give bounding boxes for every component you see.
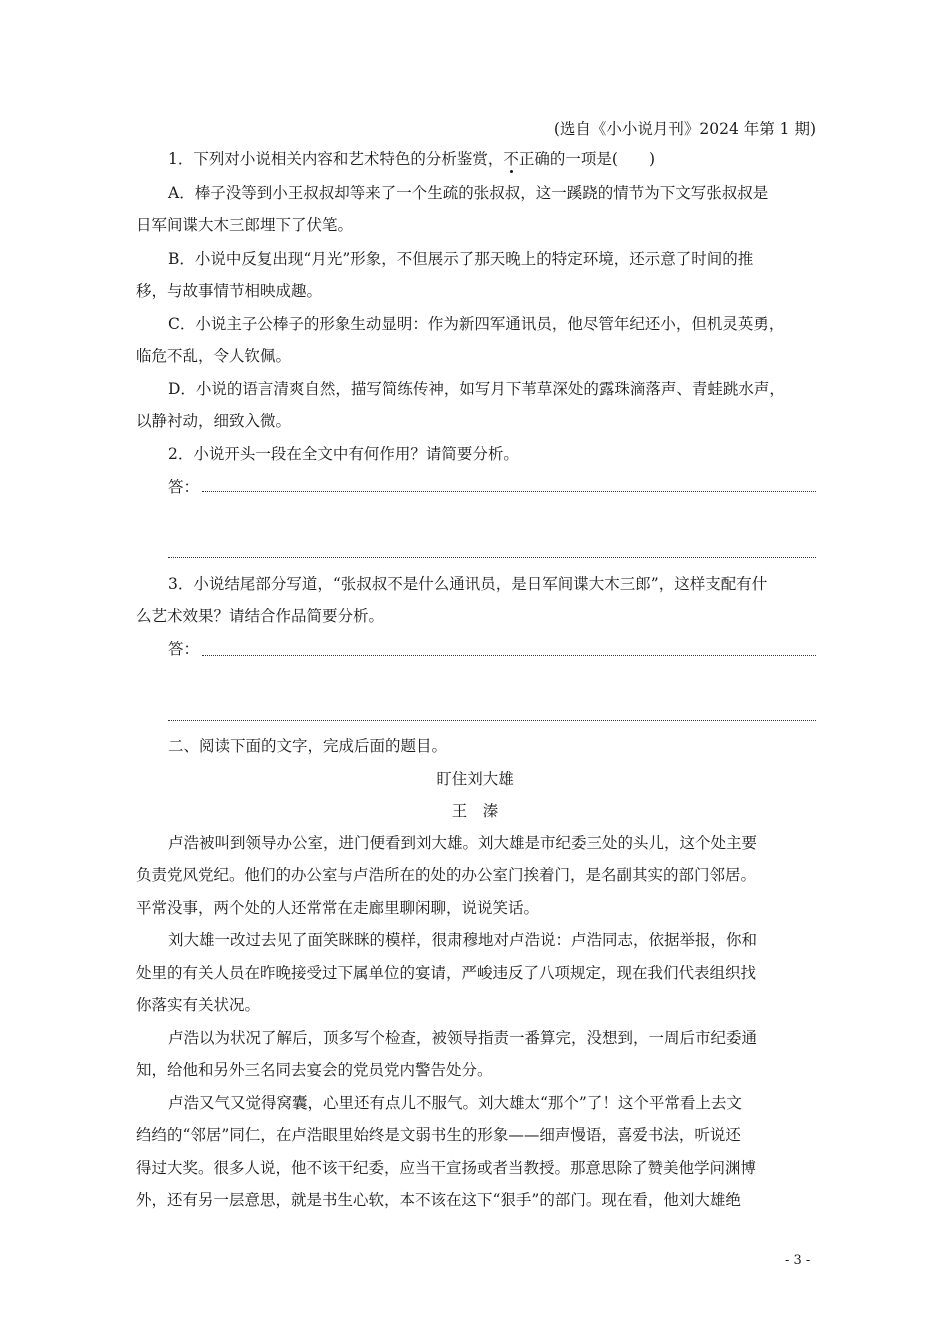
body-line: 平常没事，两个处的人还常常在走廊里聊闲聊，说说笑话。 <box>136 899 540 917</box>
body-line: 你落实有关状况。 <box>136 996 261 1014</box>
body-line: 刘大雄一改过去见了面笑眯眯的模样，很肃穆地对卢浩说：卢浩同志，依据举报，你和 <box>168 931 758 949</box>
body-line: 卢浩以为状况了解后，顶多写个检查，被领导指责一番算完，没想到，一周后市纪委通 <box>168 1029 758 1047</box>
answer-label: 答： <box>168 640 200 658</box>
answer-dotted-line <box>168 720 816 721</box>
body-line: 处里的有关人员在昨晚接受过下属单位的宴请，严峻违反了八项规定，现在我们代表组织找 <box>136 964 757 982</box>
question-2-answer-area[interactable] <box>168 476 816 498</box>
question-1-stem-before: 1．下列对小说相关内容和艺术特色的分析鉴赏， <box>168 150 504 168</box>
question-3-answer-area[interactable] <box>168 638 816 660</box>
option-d-line-2: 以静衬动，细致入微。 <box>136 412 292 430</box>
source-citation: (选自《小小说月刊》2024 年第 1 期) <box>553 120 816 138</box>
body-line: 卢浩又气又觉得窝囊，心里还有点儿不服气。刘大雄太“那个”了！这个平常看上去文 <box>168 1094 742 1112</box>
question-3-stem-line-2: 么艺术效果？请结合作品简要分析。 <box>136 607 385 625</box>
body-line: 外，还有另一层意思，就是书生心软，本不该在这下“狠手”的部门。现在看，他刘大雄绝 <box>136 1191 741 1209</box>
body-line: 得过大奖。很多人说，他不该干纪委，应当干宣扬或者当教授。那意思除了赞美他学问渊博 <box>136 1159 757 1177</box>
section-2-heading: 二、阅读下面的文字，完成后面的题目。 <box>168 737 448 755</box>
answer-dotted-line <box>202 655 816 656</box>
option-b-line-2: 移，与故事情节相映成趣。 <box>136 282 323 300</box>
body-line: 知，给他和另外三名同去宴会的党员党内警告处分。 <box>136 1061 493 1079</box>
emphasis-mark: 不 <box>503 150 519 168</box>
question-1-stem <box>168 148 816 170</box>
body-line: 绉绉的“邻居”同仁，在卢浩眼里始终是文弱书生的形象——细声慢语，喜爱书法，听说还 <box>136 1126 741 1144</box>
option-a-line-2: 日军间谍大木三郎埋下了伏笔。 <box>136 216 354 234</box>
answer-dotted-line <box>168 557 816 558</box>
question-2-stem: 2．小说开头一段在全文中有何作用？请简要分析。 <box>168 445 519 463</box>
article-title: 盯住刘大雄 <box>436 770 514 788</box>
question-3-stem-line-1: 3．小说结尾部分写道，“张叔叔不是什么通讯员，是日军间谍大木三郎”，这样支配有什 <box>168 575 768 593</box>
answer-label: 答： <box>168 478 200 496</box>
option-a-line-1: A．棒子没等到小王叔叔却等来了一个生疏的张叔叔，这一蹊跷的情节为下文写张叔叔是 <box>168 184 769 202</box>
body-line: 卢浩被叫到领导办公室，进门便看到刘大雄。刘大雄是市纪委三处的头儿，这个处主要 <box>168 834 758 852</box>
option-c-line-1: C．小说主子公棒子的形象生动显明：作为新四军通讯员，他尽管年纪还小，但机灵英勇， <box>168 315 785 333</box>
option-d-line-1: D．小说的语言清爽自然，描写简练传神，如写月下苇草深处的露珠滴落声、青蛙跳水声， <box>168 380 785 398</box>
question-1-stem-after: 正确的一项是( ) <box>518 150 655 168</box>
option-b-line-1: B．小说中反复出现“月光”形象，不但展示了那天晚上的特定环境，还示意了时间的推 <box>168 250 754 268</box>
option-c-line-2: 临危不乱，令人钦佩。 <box>136 347 292 365</box>
article-author: 王 溱 <box>451 802 499 820</box>
answer-dotted-line <box>202 491 816 492</box>
body-line: 负责党风党纪。他们的办公室与卢浩所在的处的办公室门挨着门，是名副其实的部门邻居。 <box>136 866 757 884</box>
page-number: - 3 - <box>785 1253 811 1268</box>
